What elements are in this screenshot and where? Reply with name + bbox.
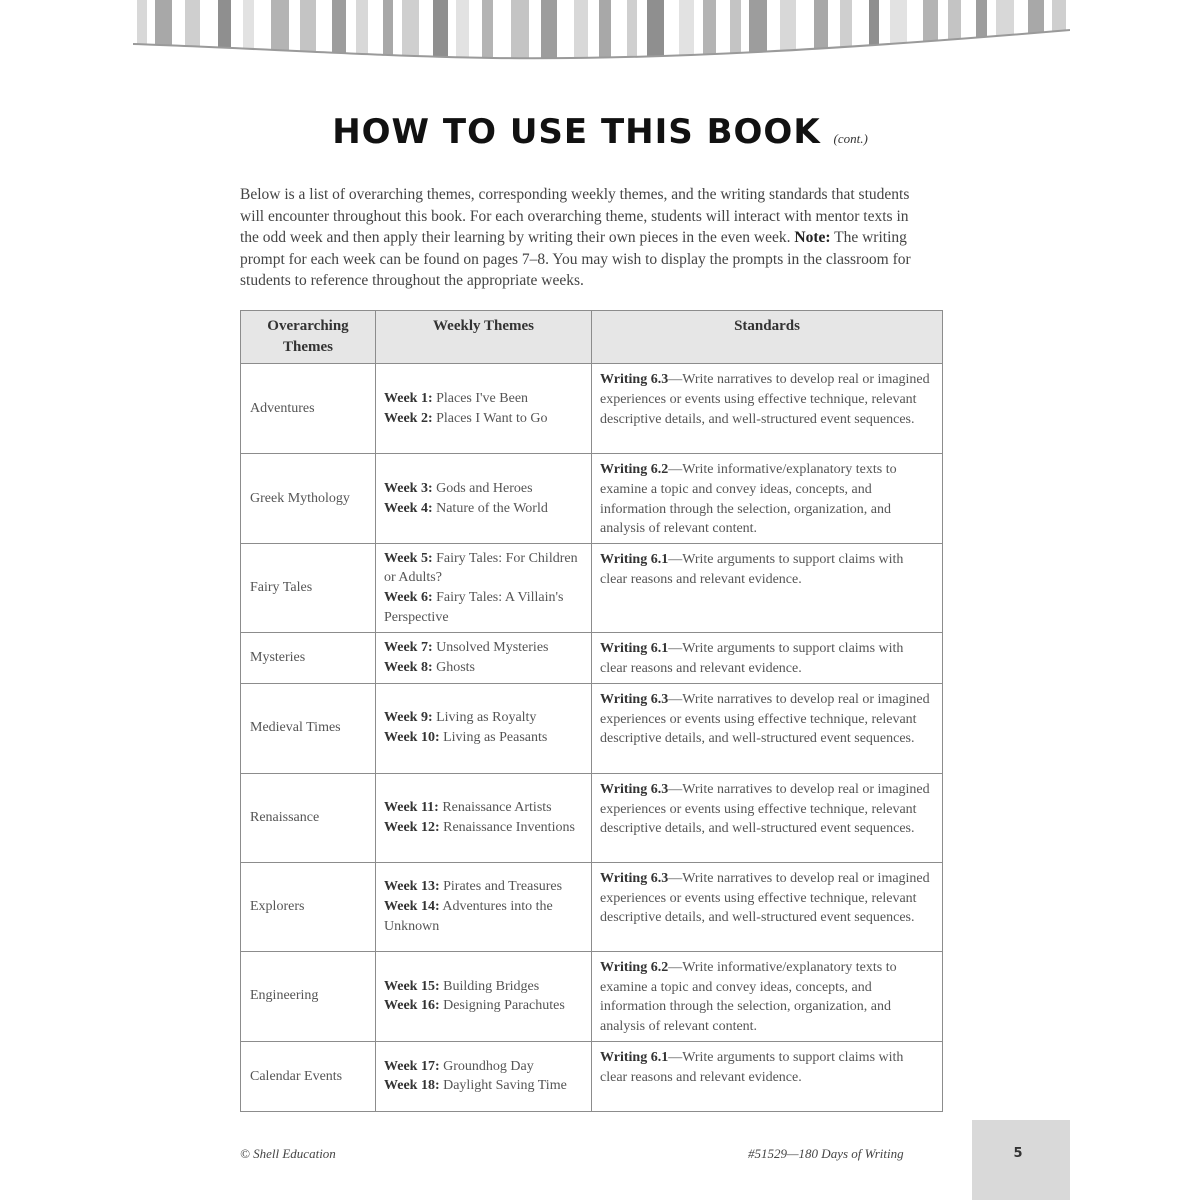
standard-label: Writing 6.3 (600, 870, 669, 886)
standard-label: Writing 6.1 (600, 552, 669, 568)
note-text: The writing prompt for each week can be found on pages 7–8. You may wish to display the prompts in the classroom for students to reference throughout the appropriate weeks. (240, 229, 911, 290)
weekly-theme (384, 1057, 583, 1077)
table-row (241, 633, 943, 684)
weekly-theme (384, 996, 583, 1016)
header-weekly-themes: Weekly Themes (376, 311, 592, 364)
weekly-themes-cell (376, 773, 592, 862)
standard-label: Writing 6.1 (600, 641, 669, 657)
week-title: Daylight Saving Time (439, 1078, 567, 1094)
standard-cell (592, 683, 943, 773)
standard-label: Writing 6.1 (600, 1049, 669, 1065)
standard-cell (592, 773, 943, 862)
week-title: Unsolved Mysteries (432, 640, 549, 656)
week-title: Ghosts (432, 659, 476, 675)
standard-cell (592, 1041, 943, 1111)
table-row (241, 454, 943, 544)
themes-standards-table (240, 310, 943, 1112)
overarching-theme-cell: Greek Mythology (241, 454, 376, 544)
week-label: Week 16: (384, 998, 440, 1014)
week-title: Adventures into the Unknown (384, 898, 553, 934)
weekly-themes-cell (376, 544, 592, 633)
weekly-themes-cell (376, 1041, 592, 1111)
standard-text: —Write narratives to develop real or imagined experiences or events using effective technique, relevant descriptive details, and well-structured event sequences. (600, 781, 930, 837)
weekly-theme (384, 409, 583, 429)
standard-label: Writing 6.2 (600, 959, 669, 975)
week-label: Week 6: (384, 590, 433, 606)
weekly-theme (384, 638, 583, 658)
week-label: Week 10: (384, 730, 440, 746)
standard-text: —Write narratives to develop real or imagined experiences or events using effective technique, relevant descriptive details, and well-structured event sequences. (600, 372, 930, 427)
overarching-theme-cell: Renaissance (241, 773, 376, 862)
standard-cell (592, 862, 943, 951)
week-label: Week 13: (384, 879, 440, 895)
table-row (241, 364, 943, 454)
table-row (241, 951, 943, 1041)
table-row (241, 773, 943, 862)
overarching-theme-cell: Explorers (241, 862, 376, 951)
week-label: Week 8: (384, 659, 433, 675)
weekly-theme (384, 499, 583, 519)
decorative-header-band (133, 0, 1070, 72)
week-title: Living as Royalty (432, 710, 537, 726)
footer-publisher: © Shell Education (240, 1146, 336, 1161)
week-title: Fairy Tales: For Children or Adults? (384, 550, 578, 586)
week-title: Nature of the World (432, 500, 548, 516)
week-title: Places I've Been (432, 390, 529, 406)
week-label: Week 7: (384, 640, 433, 656)
weekly-theme (384, 588, 583, 628)
week-label: Week 9: (384, 710, 433, 726)
overarching-theme-cell: Mysteries (241, 633, 376, 684)
weekly-theme (384, 658, 583, 678)
standard-label: Writing 6.3 (600, 372, 669, 387)
page-title: HOW TO USE THIS BOOK (cont.) (332, 112, 868, 152)
week-title: Living as Peasants (439, 730, 548, 746)
week-title: Fairy Tales: A Villain's Perspective (384, 590, 564, 625)
standard-text: —Write arguments to support claims with clear reasons and relevant evidence. (600, 641, 904, 676)
week-title: Gods and Heroes (432, 480, 533, 496)
intro-paragraph (240, 184, 930, 292)
week-label: Week 17: (384, 1058, 440, 1074)
page-number: 5 (1013, 1146, 1023, 1161)
week-label: Week 3: (384, 480, 433, 496)
standard-text: —Write informative/explanatory texts to examine a topic and convey ideas, concepts, and information through the selection, organization, and analysis of relevant content. (600, 959, 897, 1035)
overarching-theme-cell: Adventures (241, 364, 376, 454)
standard-label: Writing 6.3 (600, 691, 669, 707)
week-title: Building Bridges (439, 978, 540, 994)
weekly-themes-cell (376, 633, 592, 684)
weekly-themes-cell (376, 683, 592, 773)
standard-label: Writing 6.3 (600, 781, 669, 797)
standard-text: —Write arguments to support claims with clear reasons and relevant evidence. (600, 552, 904, 587)
week-label: Week 15: (384, 978, 440, 994)
table-row (241, 862, 943, 951)
overarching-theme-cell: Engineering (241, 951, 376, 1041)
week-title: Places I Want to Go (432, 410, 548, 426)
week-label: Week 2: (384, 410, 433, 426)
table-row (241, 683, 943, 773)
week-title: Renaissance Inventions (439, 819, 575, 835)
standard-text: —Write narratives to develop real or imagined experiences or events using effective technique, relevant descriptive details, and well-structured event sequences. (600, 870, 930, 926)
standard-text: —Write arguments to support claims with clear reasons and relevant evidence. (600, 1049, 904, 1085)
standard-text: —Write informative/explanatory texts to examine a topic and convey ideas, concepts, and information through the selection, organization, and analysis of relevant content. (600, 462, 897, 537)
weekly-theme (384, 798, 583, 818)
week-title: Designing Parachutes (439, 998, 565, 1014)
weekly-theme (384, 549, 583, 589)
week-label: Week 18: (384, 1078, 440, 1094)
standard-cell (592, 364, 943, 454)
week-label: Week 14: (384, 898, 440, 914)
table-header-row (241, 311, 943, 364)
header-standards: Standards (592, 311, 943, 364)
overarching-theme-cell: Fairy Tales (241, 544, 376, 633)
weekly-themes-cell (376, 364, 592, 454)
intro-text: Below is a list of overarching themes, corresponding weekly themes, and the writing standards that students will encounter throughout this book. For each overarching theme, students will interact with mentor texts in the odd week and then apply their learning by writing their own pieces in the even week. (240, 186, 910, 247)
standard-cell (592, 454, 943, 544)
standard-label: Writing 6.2 (600, 462, 669, 477)
week-label: Week 4: (384, 500, 433, 516)
overarching-theme-cell: Calendar Events (241, 1041, 376, 1111)
standard-cell (592, 544, 943, 633)
weekly-theme (384, 479, 583, 499)
weekly-themes-cell (376, 951, 592, 1041)
week-label: Week 5: (384, 550, 433, 566)
title-suffix: (cont.) (833, 131, 868, 146)
standard-cell (592, 633, 943, 684)
overarching-theme-cell: Medieval Times (241, 683, 376, 773)
weekly-theme (384, 877, 583, 897)
weekly-themes-cell (376, 862, 592, 951)
weekly-theme (384, 389, 583, 409)
week-label: Week 11: (384, 799, 439, 815)
table-row (241, 1041, 943, 1111)
week-label: Week 1: (384, 390, 433, 406)
note-label: Note: (794, 229, 831, 247)
standard-cell (592, 951, 943, 1041)
table-row (241, 544, 943, 633)
weekly-themes-cell (376, 454, 592, 544)
weekly-theme (384, 728, 583, 748)
header-overarching-themes: Overarching Themes (241, 311, 376, 364)
weekly-theme (384, 1076, 583, 1096)
week-label: Week 12: (384, 819, 440, 835)
week-title: Pirates and Treasures (439, 879, 563, 895)
weekly-theme (384, 818, 583, 838)
weekly-theme (384, 897, 583, 937)
weekly-theme (384, 977, 583, 997)
weekly-theme (384, 708, 583, 728)
footer-book-title: #51529—180 Days of Writing (748, 1146, 904, 1161)
week-title: Groundhog Day (439, 1058, 534, 1074)
week-title: Renaissance Artists (438, 799, 552, 815)
standard-text: —Write narratives to develop real or imagined experiences or events using effective technique, relevant descriptive details, and well-structured event sequences. (600, 691, 930, 747)
